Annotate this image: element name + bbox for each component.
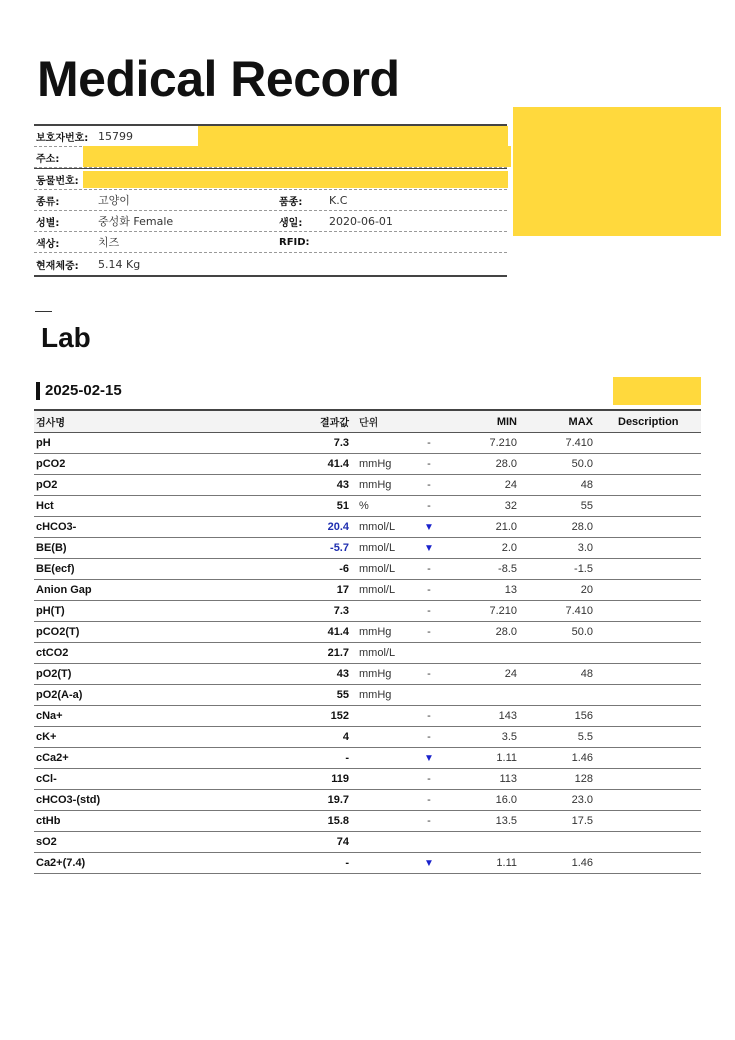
header-unit: 단위 [359, 418, 379, 429]
table-row [34, 622, 701, 643]
result-name: pO2 [36, 479, 58, 491]
result-name: pO2(T) [36, 668, 72, 680]
result-unit: mmHg [359, 689, 392, 701]
header-name: 검사명 [36, 418, 65, 429]
result-max: 23.0 [571, 794, 593, 806]
result-flag [422, 832, 436, 852]
result-max: 7.410 [565, 437, 593, 449]
result-min: 143 [498, 710, 517, 722]
redaction-box-address [83, 146, 511, 167]
redaction-box-photo [513, 107, 721, 236]
rfid-label: RFID: [279, 236, 310, 248]
result-unit: mmol/L [359, 542, 396, 554]
document-title: Medical Record [37, 51, 400, 107]
table-row [34, 580, 701, 601]
result-max: 48 [580, 479, 593, 491]
result-value: 55 [336, 689, 349, 701]
result-value: 21.7 [327, 647, 349, 659]
result-value: 41.4 [327, 458, 349, 470]
result-flag: - [427, 710, 431, 722]
result-max: 1.46 [571, 752, 593, 764]
result-name: Anion Gap [36, 584, 92, 596]
table-row [34, 601, 701, 622]
address-label: 주소: [36, 153, 60, 165]
result-min: -8.5 [498, 563, 517, 575]
result-flag: - [427, 668, 431, 680]
result-flag: - [427, 731, 431, 743]
result-flag [422, 685, 436, 705]
result-flag: ▼ [424, 521, 434, 533]
result-max: 17.5 [571, 815, 593, 827]
result-flag: ▼ [424, 857, 434, 869]
result-name: pH(T) [36, 605, 65, 617]
table-row [34, 496, 701, 517]
result-max: 5.5 [577, 731, 593, 743]
result-name: cCl- [36, 773, 57, 785]
result-max: 128 [574, 773, 593, 785]
result-name: BE(ecf) [36, 563, 75, 575]
weight-label: 현재체중: [36, 260, 79, 272]
result-flag: - [427, 563, 431, 575]
result-value: 43 [336, 479, 349, 491]
result-max: 7.410 [565, 605, 593, 617]
result-unit: mmol/L [359, 563, 396, 575]
info-row-species [34, 190, 507, 211]
result-value: 4 [342, 731, 349, 743]
result-value: 7.3 [333, 605, 349, 617]
table-row [34, 475, 701, 496]
birth-label: 생일: [279, 217, 303, 229]
result-flag: - [427, 437, 431, 449]
result-value: -5.7 [330, 542, 349, 554]
result-flag: - [427, 458, 431, 470]
table-row [34, 643, 701, 664]
result-name: BE(B) [36, 542, 67, 554]
result-max: 3.0 [577, 542, 593, 554]
guardian-no-label: 보호자번호: [36, 132, 89, 144]
result-flag: - [427, 815, 431, 827]
result-name: ctHb [36, 815, 61, 827]
result-min: 113 [499, 773, 517, 785]
result-min: 32 [504, 500, 517, 512]
result-name: cHCO3- [36, 521, 77, 533]
result-min: 24 [504, 668, 517, 680]
result-name: cCa2+ [36, 752, 69, 764]
table-row [34, 517, 701, 538]
result-max: 50.0 [571, 626, 593, 638]
result-name: Ca2+(7.4) [36, 857, 86, 869]
table-row [34, 685, 701, 706]
result-flag: - [427, 479, 431, 491]
result-value: 17 [336, 584, 349, 596]
result-flag: - [427, 584, 431, 596]
result-name: ctCO2 [36, 647, 69, 659]
result-flag: - [427, 794, 431, 806]
result-min: 1.11 [496, 752, 517, 764]
header-description: Description [618, 415, 679, 428]
result-min: 13.5 [495, 815, 517, 827]
header-result: 결과값 [320, 418, 349, 429]
result-max: 55 [580, 500, 593, 512]
result-unit: mmol/L [359, 584, 396, 596]
result-min: 3.5 [501, 731, 517, 743]
redaction-box-animal-no [83, 171, 508, 188]
sex-value: 중성화 Female [98, 215, 174, 228]
result-value: 51 [336, 500, 349, 512]
result-max: 50.0 [571, 458, 593, 470]
result-value: - [345, 752, 349, 764]
result-value: 41.4 [327, 626, 349, 638]
redaction-box-date [613, 377, 701, 405]
lab-date: 2025-02-15 [45, 382, 122, 399]
table-row [34, 433, 701, 454]
result-min: 13 [504, 584, 517, 596]
result-name: pH [36, 437, 51, 449]
result-min: 7.210 [489, 605, 517, 617]
result-min: 7.210 [489, 437, 517, 449]
result-flag: - [427, 605, 431, 617]
divider [35, 311, 52, 312]
table-row [34, 832, 701, 853]
result-max: 156 [574, 710, 593, 722]
table-row [34, 748, 701, 769]
result-unit: mmHg [359, 626, 392, 638]
result-unit: mmHg [359, 458, 392, 470]
result-flag: - [427, 773, 431, 785]
info-row-color [34, 232, 507, 253]
lab-results-table [34, 409, 701, 874]
table-row [34, 811, 701, 832]
breed-value: K.C [329, 193, 348, 207]
info-row-sex [34, 211, 507, 232]
result-flag [422, 643, 436, 663]
result-min: 21.0 [495, 521, 517, 533]
result-value: -6 [339, 563, 349, 575]
result-name: cK+ [36, 731, 57, 743]
weight-value: 5.14 Kg [98, 257, 141, 271]
result-unit: mmol/L [359, 647, 396, 659]
table-row [34, 790, 701, 811]
result-value: - [345, 857, 349, 869]
table-row [34, 706, 701, 727]
result-max: 20 [580, 584, 593, 596]
result-min: 28.0 [495, 458, 517, 470]
result-value: 152 [330, 710, 349, 722]
divider [34, 275, 507, 277]
redaction-box-guardian [198, 126, 508, 148]
result-name: Hct [36, 500, 54, 512]
species-label: 종류: [36, 196, 60, 208]
result-min: 2.0 [501, 542, 517, 554]
date-marker [36, 382, 40, 400]
result-flag: - [427, 626, 431, 638]
result-name: cNa+ [36, 710, 63, 722]
result-unit: mmHg [359, 479, 392, 491]
table-row [34, 769, 701, 790]
result-name: pO2(A-a) [36, 689, 83, 701]
result-unit: mmol/L [359, 521, 396, 533]
result-flag: - [427, 500, 431, 512]
header-min: MIN [496, 415, 517, 428]
birth-value: 2020-06-01 [329, 214, 393, 228]
table-row [34, 538, 701, 559]
result-name: cHCO3-(std) [36, 794, 101, 806]
table-row [34, 454, 701, 475]
result-min: 24 [504, 479, 517, 491]
result-max: 48 [580, 668, 593, 680]
table-row [34, 664, 701, 685]
result-unit: % [359, 500, 369, 512]
result-name: pCO2 [36, 458, 66, 470]
result-flag: ▼ [424, 752, 434, 764]
result-name: pCO2(T) [36, 626, 80, 638]
result-min: 16.0 [495, 794, 517, 806]
result-max: 28.0 [571, 521, 593, 533]
header-max: MAX [568, 415, 593, 428]
table-header [34, 409, 701, 433]
section-title-lab: Lab [41, 322, 91, 353]
result-min: 1.11 [496, 857, 517, 869]
sex-label: 성별: [36, 217, 60, 229]
color-label: 색상: [36, 238, 60, 250]
breed-label: 품종: [279, 196, 303, 208]
result-max: 1.46 [571, 857, 593, 869]
table-row [34, 853, 701, 874]
species-value: 고양이 [98, 194, 130, 207]
table-row [34, 559, 701, 580]
result-name: sO2 [36, 836, 57, 848]
result-value: 43 [336, 668, 349, 680]
result-value: 20.4 [327, 521, 349, 533]
result-unit: mmHg [359, 668, 392, 680]
table-row [34, 727, 701, 748]
result-value: 15.8 [327, 815, 349, 827]
result-flag: ▼ [424, 542, 434, 554]
animal-no-label: 동물번호: [36, 175, 79, 187]
guardian-no-value: 15799 [98, 129, 133, 143]
result-max: -1.5 [574, 563, 593, 575]
color-value: 치즈 [98, 236, 120, 249]
result-value: 19.7 [327, 794, 349, 806]
result-value: 74 [336, 836, 349, 848]
info-row-weight [34, 253, 507, 275]
result-min: 28.0 [495, 626, 517, 638]
result-value: 119 [331, 773, 349, 785]
result-value: 7.3 [333, 437, 349, 449]
